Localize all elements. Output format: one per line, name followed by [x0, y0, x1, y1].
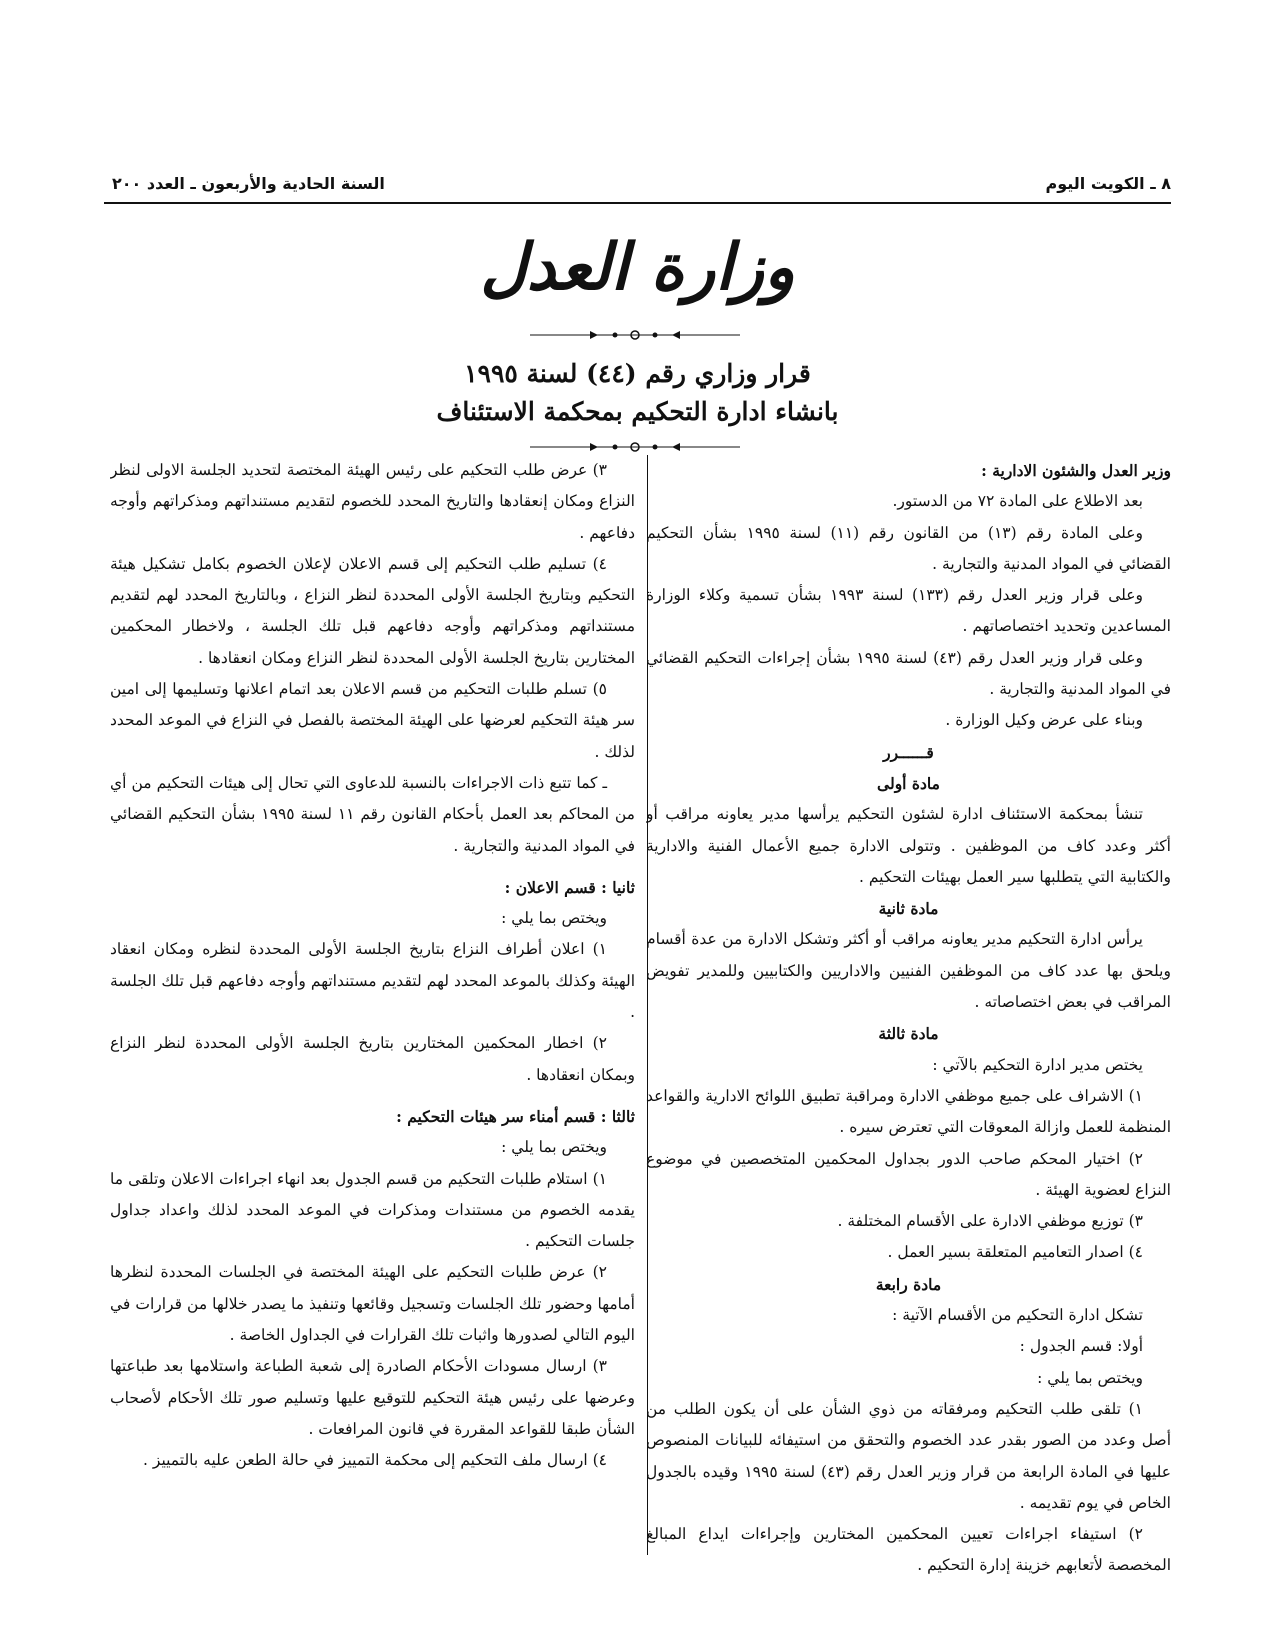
paragraph: يرأس ادارة التحكيم مدير يعاونه مراقب أو أكثر وتشكل الادارة من عدة أقسام ويلحق بها عدد كاف من الموظفين الفنيين والاداريين والكتابيين وللمدير تفويض المراقب في بعض اختصاصاته .	[646, 930, 1171, 1012]
ornament-divider-bottom	[530, 440, 740, 454]
paragraph: أولا: قسم الجدول :	[1019, 1337, 1143, 1356]
paragraph: ـ كما تتبع ذات الاجراءات بالنسبة للدعاوى التي تحال إلى هيئات التحكيم من أي من المحاكم بعد العمل بأحكام القانون رقم ١١ لسنة ١٩٩٥ بشأن التحكيم القضائي في المواد المدنية والتجارية .	[110, 773, 635, 855]
paragraph: ويختص بما يلي :	[501, 1138, 607, 1157]
paragraph: ٣) ارسال مسودات الأحكام الصادرة إلى شعبة الطباعة واستلامها بعد طباعتها وعرضها على رئيس هيئة التحكيم للتوقيع عليها وتسليم صور تلك الأحكام لأصحاب الشأن طبقا للقواعد المقررة في قانون المرافعات .	[110, 1357, 635, 1438]
paragraph: ٢) عرض طلبات التحكيم على الهيئة المختصة في الجلسات المحددة لنظرها أمامها وحضور تلك الجلسات وتسجيل وقائعها وتنفيذ ما يصدر خلالها من قرارات في اليوم التالي لصدورها واثبات تلك القرارات في الجداول الخاصة .	[110, 1263, 635, 1345]
paragraph: ٤) اصدار التعاميم المتعلقة بسير العمل .	[887, 1243, 1143, 1262]
paragraph: ١) الاشراف على جميع موظفي الادارة ومراقبة تطبيق اللوائح الادارية والقواعد المنظمة للعمل وازالة المعوقات التي تعترض سيره .	[646, 1086, 1171, 1137]
article-heading: مادة رابعة	[875, 1274, 942, 1294]
page-number-label: ٨ ـ الكويت اليوم	[1045, 174, 1171, 193]
paragraph: ويختص بما يلي :	[501, 909, 607, 928]
issue-label: السنة الحادية والأربعون ـ العدد ٢٠٠	[112, 174, 385, 193]
page-header	[104, 168, 1171, 204]
paragraph: ثالثا : قسم أمناء سر هيئات التحكيم :	[396, 1106, 635, 1126]
article-heading: قــــــرر	[883, 742, 934, 762]
paragraph: وبناء على عرض وكيل الوزارة .	[945, 711, 1143, 730]
article-heading: مادة أولى	[877, 773, 940, 793]
paragraph: تشكل ادارة التحكيم من الأقسام الآتية :	[892, 1306, 1143, 1325]
paragraph: ٢) استيفاء اجراءات تعيين المحكمين المختارين وإجراءات ايداع المبالغ المخصصة لأتعابهم خزينة إدارة التحكيم .	[646, 1525, 1171, 1575]
paragraph: ٥) تسلم طلبات التحكيم من قسم الاعلان بعد اتمام اعلانها وتسليمها إلى امين سر هيئة التحكيم لعرضها على الهيئة المختصة بالفصل في النزاع في الموعد المحدد لذلك .	[110, 680, 635, 761]
paragraph: ١) تلقى طلب التحكيم ومرفقاته من ذوي الشأن على أن يكون الطلب من أصل وعدد من الصور بقدر عدد الخصوم والتحقق من استيفائه للبيانات المنصوص عليها في المادة الرابعة من قرار وزير العدل رقم (٤٣) لسنة ١٩٩٥ وقيده بالجدول الخاص في يوم تقديمه .	[646, 1399, 1171, 1512]
paragraph: تنشأ بمحكمة الاستئناف ادارة لشئون التحكيم يرأسها مدير يعاونه مراقب أو أكثر وعدد كاف من الموظفين . وتتولى الادارة جميع الأعمال الفنية والادارية والكتابية التي يتطلبها سير العمل بهيئات التحكيم .	[646, 805, 1171, 886]
ministry-masthead: وزارة العدل	[480, 230, 795, 305]
paragraph: ثانيا : قسم الاعلان :	[504, 877, 635, 897]
paragraph: ٣) توزيع موظفي الادارة على الأقسام المختلفة .	[837, 1212, 1143, 1231]
paragraph: ١) اعلان أطراف النزاع بتاريخ الجلسة الأولى المحددة لنظره ومكان انعقاد الهيئة وكذلك بالموعد المحدد لهم لتقديم مستنداتهم وأوجه دفاعهم قبل تلك الجلسة .	[110, 940, 635, 1022]
left-column	[110, 455, 635, 1595]
column-divider	[647, 455, 648, 1555]
paragraph: ٤) ارسال ملف التحكيم إلى محكمة التمييز في حالة الطعن عليه بالتمييز .	[143, 1451, 607, 1470]
paragraph: ٤) تسليم طلب التحكيم إلى قسم الاعلان لإعلان الخصوم بكامل تشكيل هيئة التحكيم وبتاريخ الجلسة الأولى المحددة لنظر النزاع ، وبالتاريخ المحدد لهم لتقديم مستنداتهم ومذكراتهم وأوجه دفاعهم قبل تلك الجلسة ، ولاخطار المحكمين المختارين بتاريخ الجلسة الأولى المحددة لنظر النزاع ومكان انعقادها .	[110, 554, 635, 667]
paragraph: ٢) اخطار المحكمين المختارين بتاريخ الجلسة الأولى المحددة لنظر النزاع وبمكان انعقادها .	[110, 1034, 635, 1084]
ornament-divider-top	[530, 328, 740, 342]
paragraph: ٢) اختيار المحكم صاحب الدور بجداول المحكمين المتخصصين في موضوع النزاع لعضوية الهيئة .	[646, 1149, 1171, 1199]
article-heading: مادة ثالثة	[878, 1024, 939, 1044]
paragraph: ١) استلام طلبات التحكيم من قسم الجدول بعد انهاء اجراءات الاعلان وتلقى ما يقدمه الخصوم من مستندات ومذكرات في الموعد المحدد لذلك واعداد جداول جلسات التحكيم .	[110, 1169, 635, 1251]
right-column	[646, 455, 1171, 1595]
paragraph: ٣) عرض طلب التحكيم على رئيس الهيئة المختصة لتحديد الجلسة الاولى لنظر النزاع ومكان إنعقادها والتاريخ المحدد للخصوم لتقديم مستنداتهم ومذكراتهم وأوجه دفاعهم .	[110, 461, 635, 542]
paragraph: وعلى المادة رقم (١٣) من القانون رقم (١١) لسنة ١٩٩٥ بشأن التحكيم القضائي في المواد المدنية والتجارية .	[646, 523, 1171, 573]
paragraph: يختص مدير ادارة التحكيم بالآتي :	[932, 1055, 1143, 1074]
paragraph: وعلى قرار وزير العدل رقم (٤٣) لسنة ١٩٩٥ بشأن إجراءات التحكيم القضائي في المواد المدنية والتجارية .	[646, 648, 1171, 699]
paragraph: بعد الاطلاع على المادة ٧٢ من الدستور.	[892, 492, 1143, 511]
decree-heading	[0, 355, 1275, 431]
decree-title: قرار وزاري رقم (٤٤) لسنة ١٩٩٥	[464, 359, 811, 388]
decree-subtitle: بانشاء ادارة التحكيم بمحكمة الاستئناف	[436, 397, 839, 426]
paragraph: ويختص بما يلي :	[1037, 1368, 1143, 1387]
paragraph: وعلى قرار وزير العدل رقم (١٣٣) لسنة ١٩٩٣ بشأن تسمية وكلاء الوزارة المساعدين وتحديد اختصاصاتهم .	[646, 586, 1171, 636]
paragraph: وزير العدل والشئون الادارية :	[981, 461, 1171, 480]
article-heading: مادة ثانية	[878, 899, 939, 919]
